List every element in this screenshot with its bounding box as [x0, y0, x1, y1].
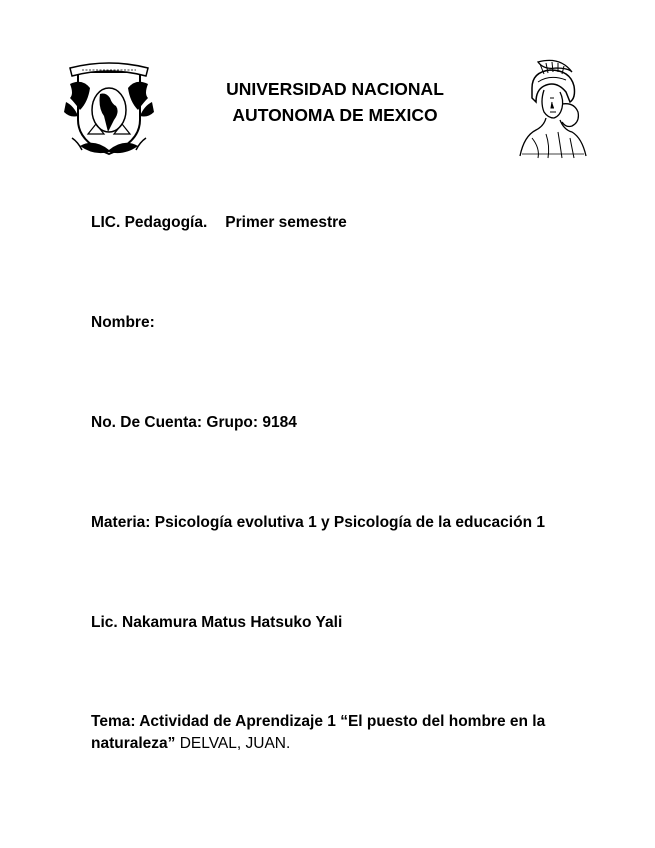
program-text: LIC. Pedagogía. [91, 214, 208, 231]
university-title-line1: UNIVERSIDAD NACIONAL [226, 79, 444, 99]
subject-line: Materia: Psicología evolutiva 1 y Psicología de la educación 1 [91, 514, 545, 531]
semester-text: Primer semestre [225, 214, 347, 231]
account-line: No. De Cuenta: Grupo: 9184 [91, 414, 297, 431]
university-title [200, 76, 470, 128]
name-label: Nombre: [91, 314, 155, 331]
topic-title: Tema: Actividad de Aprendizaje 1 “El puesto del hombre en la naturaleza” [91, 713, 546, 752]
university-title-line2: AUTONOMA DE MEXICO [232, 105, 438, 125]
unam-shield-icon [60, 58, 158, 158]
teacher-line: Lic. Nakamura Matus Hatsuko Yali [91, 614, 343, 631]
athena-bust-icon [510, 58, 592, 160]
topic-author: DELVAL, JUAN. [179, 735, 291, 752]
program-line [91, 212, 347, 234]
topic-paragraph [91, 711, 611, 755]
